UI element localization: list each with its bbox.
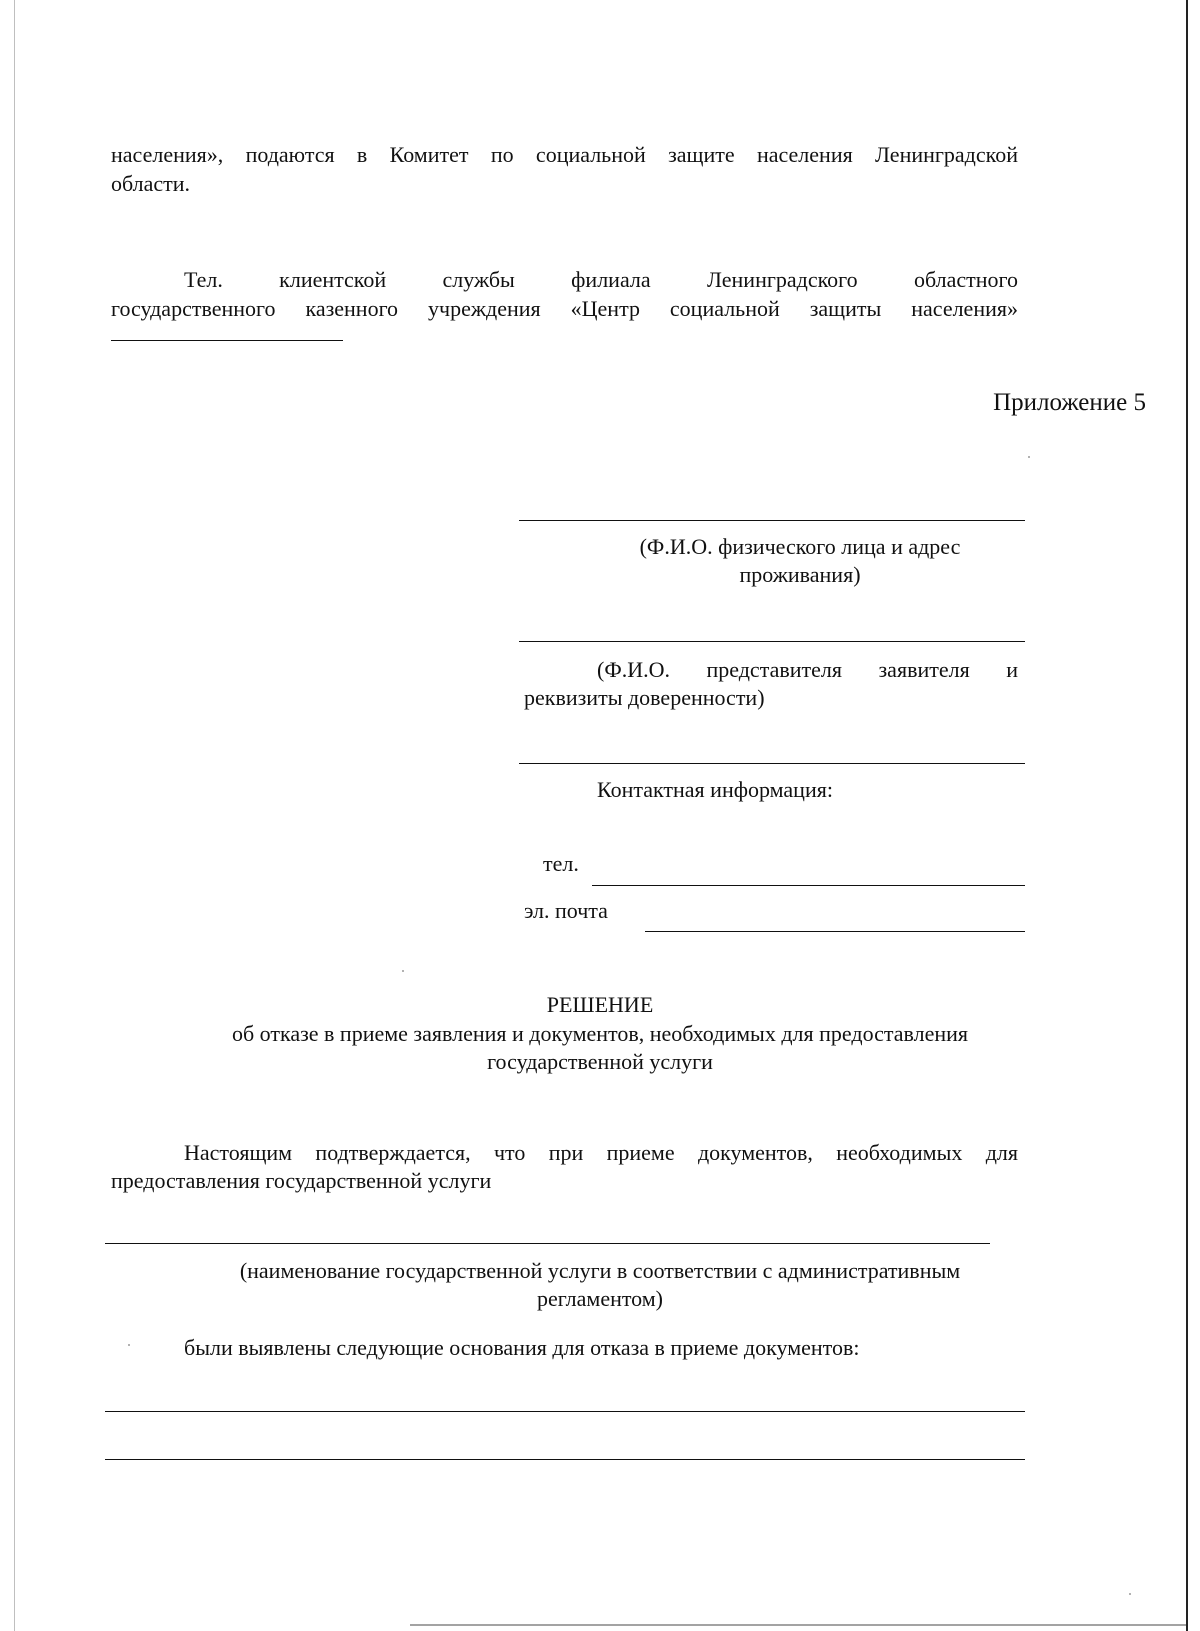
page-bottom-edge [410,1624,1186,1626]
phone-blank-line [592,885,1025,886]
grounds-blank-line-1 [105,1411,1025,1412]
contact-heading: Контактная информация: [597,777,833,802]
person-name-blank-line [519,520,1025,521]
appendix-label: Приложение 5 [993,389,1146,416]
service-name-blank-line [105,1243,990,1244]
phone-label: тел. [543,851,579,876]
intro-line-2: области. [111,171,191,196]
decision-subtitle-line-2: государственной услуги [487,1049,713,1074]
service-caption-line-1: (наименование государственной услуги в соответствии с административным [239,1258,961,1283]
phone-number-blank-line [111,340,343,341]
email-blank-line [645,931,1025,932]
scan-speck [128,1344,130,1346]
scan-speck [1028,456,1030,458]
contact-blank-line [519,763,1025,764]
scan-speck [402,970,404,972]
decision-subtitle-line-1: об отказе в приеме заявления и документов, необходимых для предоставления [231,1021,969,1046]
scan-speck [1129,1593,1131,1595]
grounds-text: были выявлены следующие основания для отказа в приеме документов: [184,1335,860,1360]
decision-title: РЕШЕНИЕ [546,992,654,1017]
page-left-edge [14,0,15,1631]
email-label: эл. почта [524,898,608,923]
service-caption-line-2: регламентом) [536,1286,664,1311]
intro-line-1: населения», подаются в Комитет по социальной защите населения Ленинградской [111,142,1018,167]
confirm-line-2: предоставления государственной услуги [111,1168,492,1193]
representative-caption-line-1: (Ф.И.О. представителя заявителя и [597,657,1018,682]
phone-note-line-1: Тел. клиентской службы филиала Ленинградского областного [184,267,1018,292]
confirm-line-1: Настоящим подтверждается, что при приеме документов, необходимых для [184,1140,1018,1165]
person-caption-line-1: (Ф.И.О. физического лица и адрес [639,534,961,559]
representative-caption-line-2: реквизиты доверенности) [524,685,765,710]
representative-blank-line [519,641,1025,642]
page-right-edge [1186,0,1188,1631]
grounds-blank-line-2 [105,1459,1025,1460]
person-caption-line-2: проживания) [739,562,861,587]
phone-note-line-2: государственного казенного учреждения «Центр социальной защиты населения» [111,296,1018,321]
